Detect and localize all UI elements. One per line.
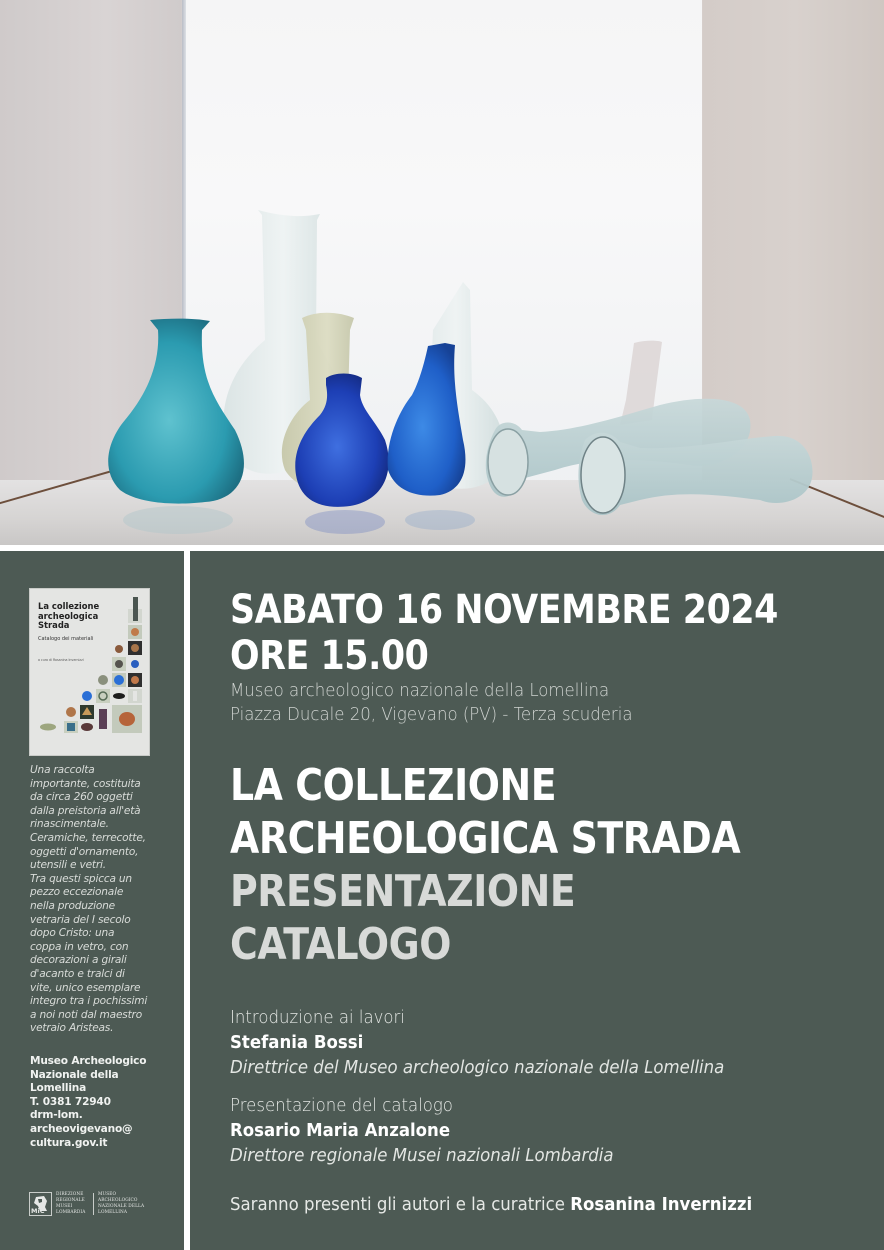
event-title (230, 759, 740, 971)
speaker-name: Stefania Bossi (230, 1032, 364, 1053)
drm-lombardia-logo-text: DIREZIONE REGIONALE MUSEI LOMBARDIA (56, 1192, 86, 1215)
closing-text: Saranno presenti gli autori e la curatrice (230, 1194, 571, 1215)
logo-divider (93, 1193, 94, 1215)
program-list (230, 1005, 870, 1168)
glass-vessels-illustration (0, 0, 884, 545)
contact-email-part3[interactable]: cultura.gov.it (30, 1136, 108, 1149)
venue-name: Museo archeologico nazionale della Lomellina (230, 680, 610, 701)
contact-phone[interactable]: T. 0381 72940 (30, 1095, 111, 1108)
museum-logo-text: MUSEO ARCHEOLOGICO NAZIONALE DELLA LOMELLINA (98, 1192, 145, 1215)
closing-note (230, 1192, 752, 1217)
event-venue (230, 679, 632, 727)
contact-email-part1[interactable]: drm-lom. (30, 1109, 83, 1122)
info-sidebar (0, 551, 184, 1250)
title-line-3: PRESENTAZIONE (230, 866, 576, 917)
mic-label: MiC (31, 1207, 45, 1215)
title-line-1: LA COLLEZIONE (230, 760, 557, 811)
speaker-name: Rosario Maria Anzalone (230, 1120, 451, 1141)
venue-address: Piazza Ducale 20, Vigevano (PV) - Terza scuderia (230, 704, 633, 725)
program-item (230, 1093, 870, 1168)
event-datetime (230, 587, 778, 679)
contact-email-part2[interactable]: archeovigevano@ (30, 1122, 133, 1135)
speaker-role: Direttrice del Museo archeologico nazionale della Lomellina (230, 1057, 725, 1078)
book-title: La collezione archeologica Strada (38, 601, 100, 631)
contact-museum-name: Museo Archeologico (30, 1055, 147, 1067)
curator-name: Rosanina Invernizzi (570, 1194, 753, 1215)
event-date: SABATO 16 NOVEMBRE 2024 (230, 587, 778, 633)
museum-contact: Museo Archeologico Nazionale della Lomellina T. 0381 72940 drm-lom. archeovigevano@ cultura.gov.it (30, 1055, 180, 1150)
book-curator: a cura di Rosanina Invernizzi (38, 658, 84, 662)
catalog-book-cover (30, 589, 149, 755)
collection-description: Una raccolta importante, costituita da circa 260 oggetti dalla preistoria all'età rinascimentale. Ceramiche, terrecotte, oggetti d'ornamento, utensili e vetri. Tra questi spicca un pezzo eccezionale nella produzione vetraria del I secolo dopo Cristo: una coppa in vetro, con decorazioni a girali d'acanto e tralci di vite, unico esemplare integro tra i pochissimi a noi noti dal maestro vetraio Aristeas. (30, 764, 148, 1035)
program-label: Introduzione ai lavori (230, 1007, 405, 1028)
event-time: ORE 15.00 (230, 633, 429, 679)
book-subtitle: Catalogo dei materiali (38, 636, 94, 642)
program-item (230, 1005, 870, 1080)
event-panel (190, 551, 884, 1250)
hero-photo (0, 0, 884, 545)
institution-logos (29, 1192, 179, 1217)
speaker-role: Direttore regionale Musei nazionali Lombardia (230, 1145, 614, 1166)
program-label: Presentazione del catalogo (230, 1095, 453, 1116)
title-line-2: ARCHEOLOGICA STRADA (230, 813, 741, 864)
mic-logo (29, 1192, 52, 1216)
title-line-4: CATALOGO (230, 919, 452, 970)
